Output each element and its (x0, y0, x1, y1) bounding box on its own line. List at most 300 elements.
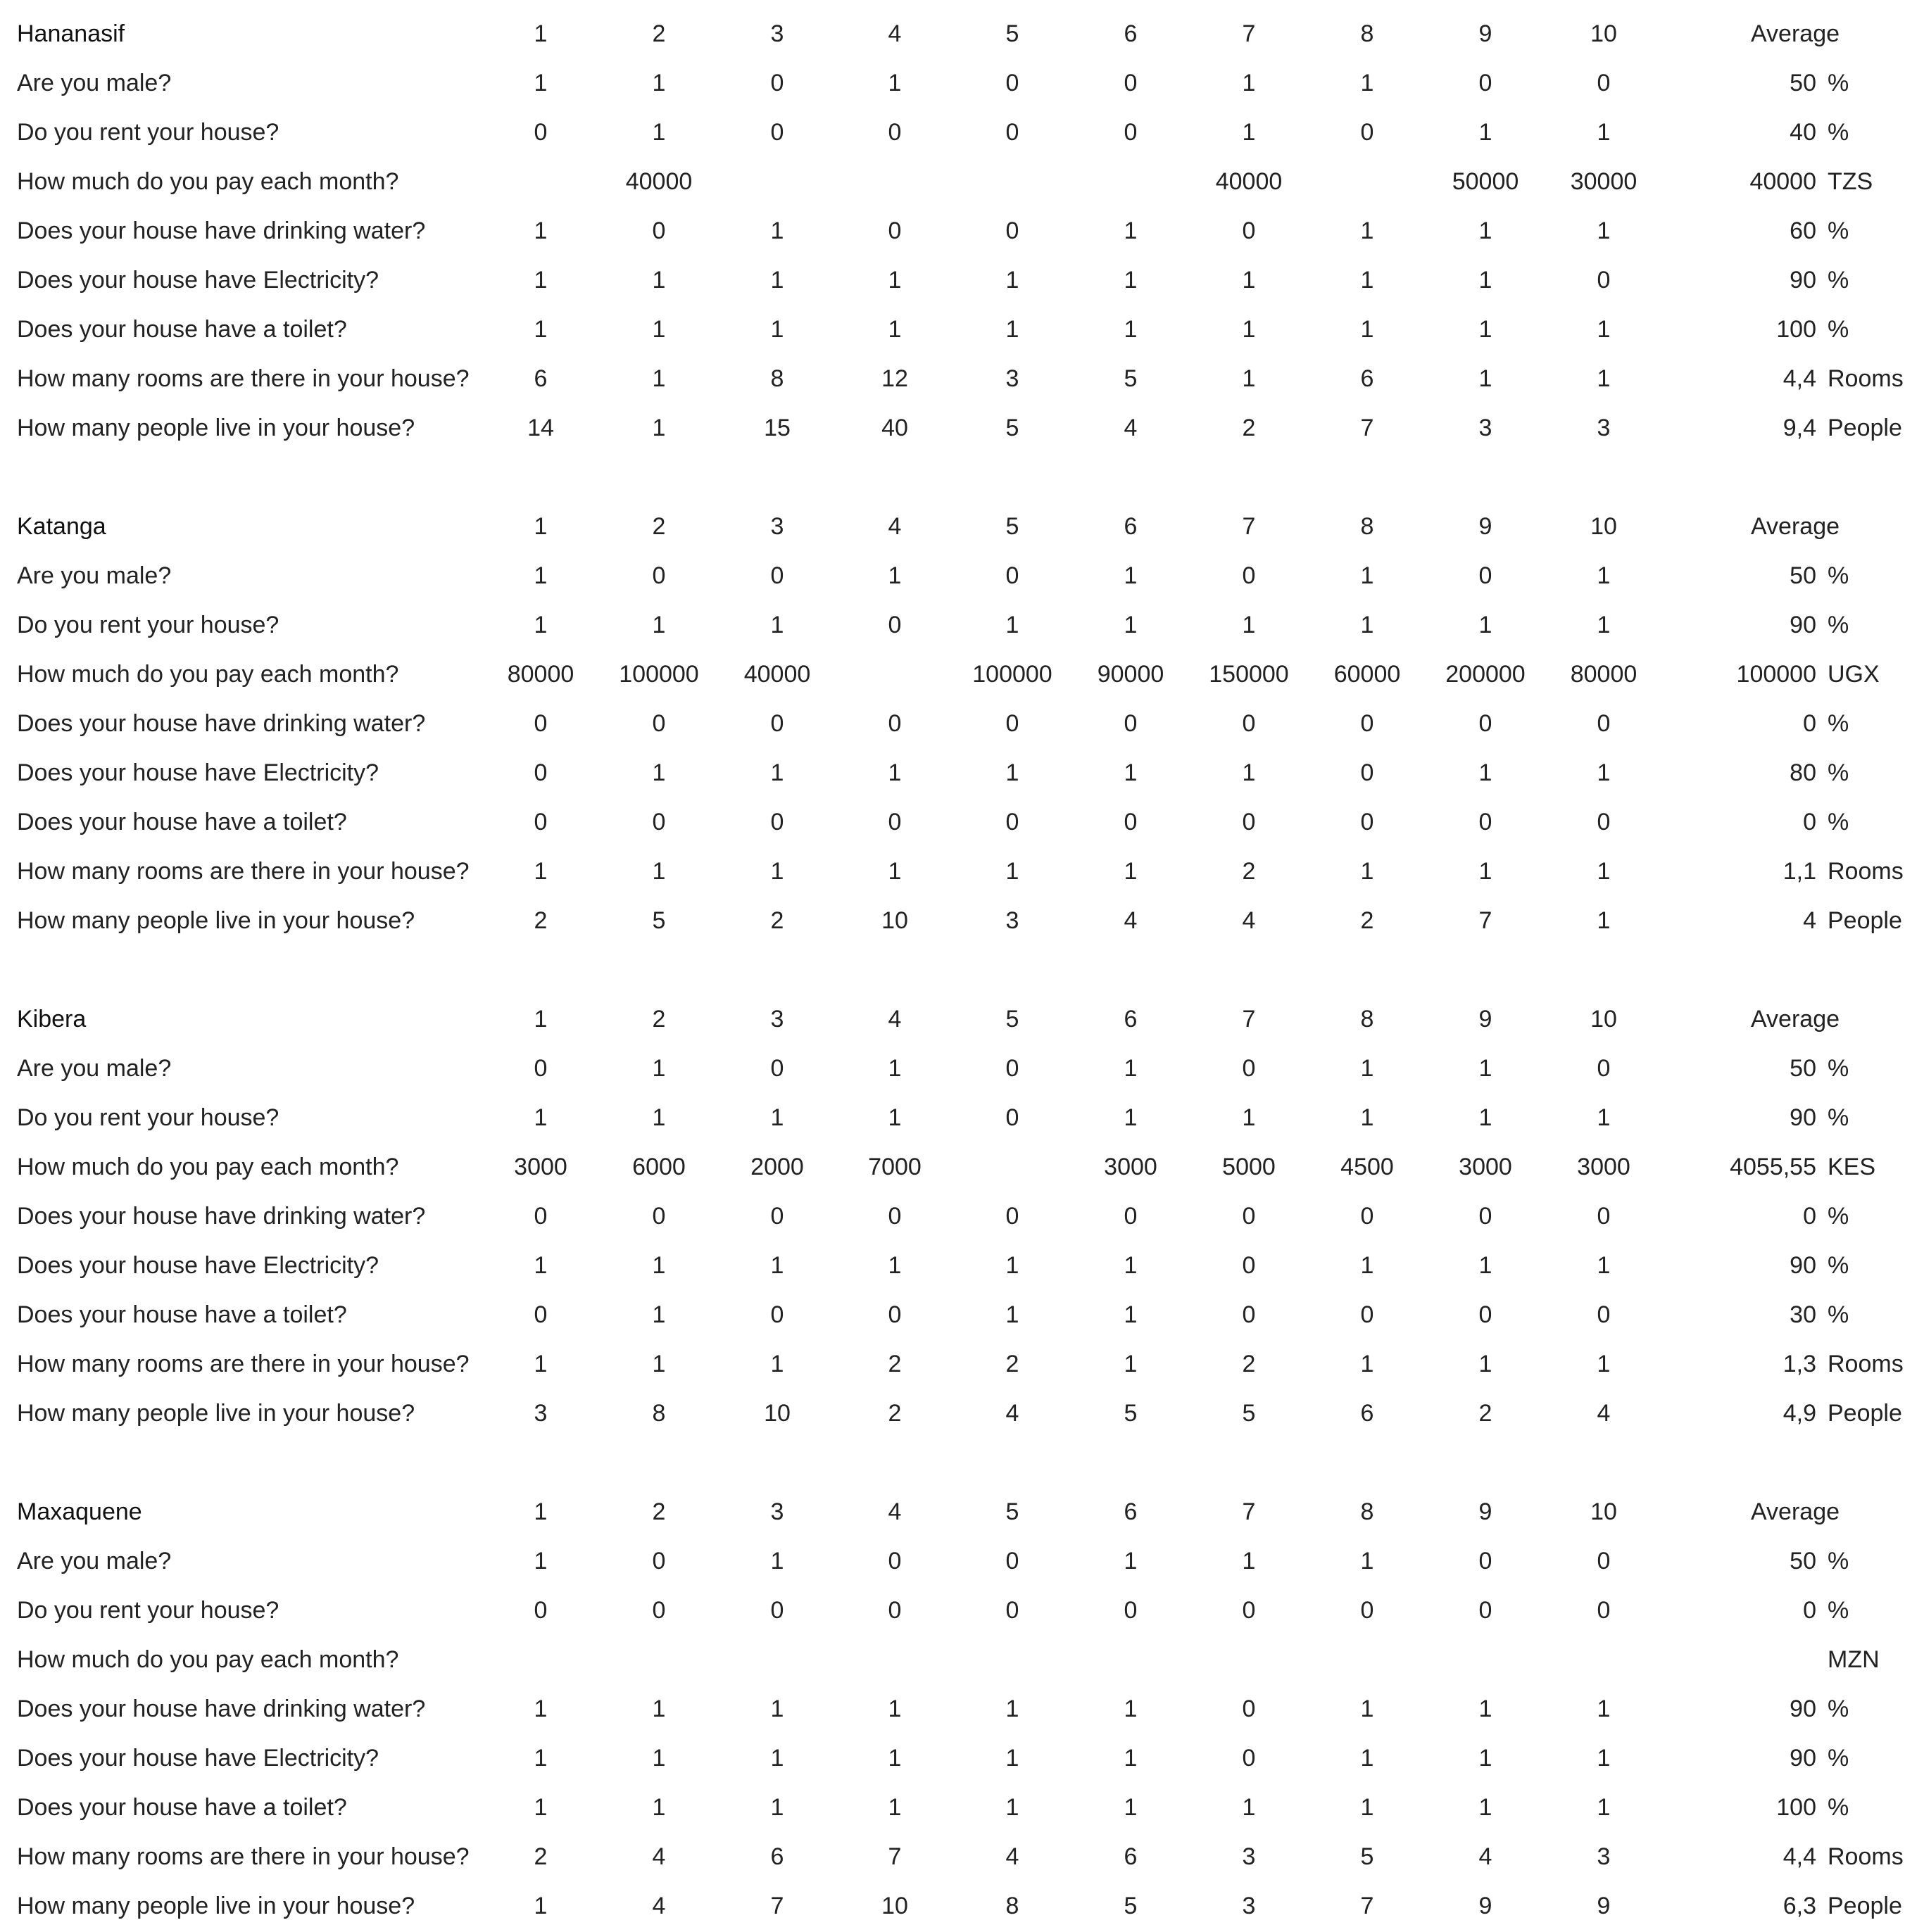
response-value (484, 1635, 597, 1684)
response-value: 0 (652, 217, 666, 244)
average-unit: % (1828, 1597, 1849, 1624)
response-value: 1 (534, 217, 548, 244)
response-value: 1 (770, 1548, 784, 1574)
column-header: 5 (1005, 1006, 1019, 1033)
average-unit: People (1828, 907, 1902, 934)
response-value: 1 (1478, 267, 1492, 293)
question-row (0, 1241, 1905, 1290)
response-value: 6000 (632, 1154, 686, 1180)
response-value: 1 (888, 70, 902, 96)
response-value: 1 (1005, 1745, 1019, 1772)
column-header: 8 (1360, 1006, 1374, 1033)
response-value: 4 (652, 1893, 666, 1919)
response-value: 1 (1478, 316, 1492, 343)
average-unit: % (1828, 316, 1849, 343)
response-value: 1 (1597, 1104, 1611, 1131)
average-unit: TZS (1828, 168, 1873, 195)
response-value: 0 (1360, 1301, 1374, 1328)
response-value: 1 (888, 562, 902, 589)
question-label: How many people live in your house? (17, 907, 415, 934)
average-unit: % (1828, 267, 1849, 293)
response-value: 0 (534, 1203, 548, 1230)
column-header: 2 (652, 1006, 666, 1033)
column-header: 3 (770, 1498, 784, 1525)
response-value: 8 (1005, 1893, 1019, 1919)
question-label: How many people live in your house? (17, 1893, 415, 1919)
response-value: 0 (1005, 70, 1019, 96)
response-value: 5 (1124, 1893, 1138, 1919)
response-value: 40000 (743, 661, 811, 688)
question-row (0, 551, 1905, 600)
average-value: 40 (1790, 119, 1816, 146)
average-unit: % (1828, 1548, 1849, 1574)
question-label: Does your house have drinking water? (17, 1696, 426, 1722)
column-header: 4 (888, 513, 902, 540)
response-value: 0 (1242, 1745, 1256, 1772)
response-value: 0 (1005, 1203, 1019, 1230)
response-value: 1 (534, 562, 548, 589)
response-value: 0 (770, 1203, 784, 1230)
response-value: 0 (1478, 1548, 1492, 1574)
response-value: 0 (1005, 1104, 1019, 1131)
column-header: 9 (1478, 1006, 1492, 1033)
average-unit: Rooms (1828, 858, 1904, 885)
response-value: 1 (652, 1696, 666, 1722)
average-value: 100 (1776, 316, 1816, 343)
average-value: 90 (1790, 1252, 1816, 1279)
question-label: Does your house have Electricity? (17, 1745, 379, 1772)
response-value: 1 (1360, 1745, 1374, 1772)
average-value: 1,1 (1783, 858, 1816, 885)
response-value: 4 (1242, 907, 1256, 934)
average-unit: % (1828, 119, 1849, 146)
average-value: 100000 (1736, 661, 1816, 688)
response-value: 1 (1597, 217, 1611, 244)
average-value: 90 (1790, 1696, 1816, 1722)
response-value: 200000 (1445, 661, 1526, 688)
average-unit: % (1828, 217, 1849, 244)
response-value: 0 (1478, 70, 1492, 96)
question-label: Does your house have Electricity? (17, 1252, 379, 1279)
response-value: 0 (1242, 562, 1256, 589)
response-value: 0 (534, 809, 548, 835)
response-value: 7 (888, 1843, 902, 1870)
response-value: 60000 (1333, 661, 1401, 688)
response-value: 1 (534, 858, 548, 885)
average-unit: % (1828, 1794, 1849, 1821)
average-unit: People (1828, 1400, 1902, 1427)
response-value: 1 (1360, 1104, 1374, 1131)
column-header: 3 (770, 20, 784, 47)
response-value: 0 (888, 217, 902, 244)
question-row (0, 1684, 1905, 1734)
response-value: 1 (1005, 1252, 1019, 1279)
question-label: Do you rent your house? (17, 119, 279, 146)
response-value: 15 (764, 415, 791, 441)
question-label: Are you male? (17, 1548, 172, 1574)
response-value: 6 (770, 1843, 784, 1870)
response-value: 1 (652, 316, 666, 343)
column-header: 10 (1590, 20, 1617, 47)
response-value: 0 (1124, 1203, 1138, 1230)
response-value: 6 (534, 365, 548, 392)
response-value: 1 (1242, 759, 1256, 786)
column-header: 2 (652, 513, 666, 540)
column-header: 9 (1478, 1498, 1492, 1525)
question-row (0, 305, 1905, 354)
response-value (1311, 157, 1423, 206)
response-value: 1 (1242, 119, 1256, 146)
response-value: 1 (1478, 858, 1492, 885)
response-value: 1 (1597, 858, 1611, 885)
average-value: 4,4 (1783, 365, 1816, 392)
average-value: 90 (1790, 612, 1816, 638)
response-value: 1 (1597, 365, 1611, 392)
question-label: Do you rent your house? (17, 1104, 279, 1131)
response-value: 0 (888, 710, 902, 737)
average-value: 50 (1790, 1548, 1816, 1574)
column-header: 10 (1590, 513, 1617, 540)
response-value: 40000 (625, 168, 693, 195)
column-header: 2 (652, 1498, 666, 1525)
response-value: 0 (1242, 1252, 1256, 1279)
response-value (956, 1635, 1069, 1684)
column-header: 7 (1242, 513, 1256, 540)
response-value: 1 (1360, 217, 1374, 244)
response-value: 40000 (1215, 168, 1283, 195)
column-header: 10 (1590, 1006, 1617, 1033)
response-value: 2 (770, 907, 784, 934)
response-value: 1 (1005, 1301, 1019, 1328)
response-value: 0 (1478, 562, 1492, 589)
response-value: 5 (1360, 1843, 1374, 1870)
response-value: 3000 (1104, 1154, 1157, 1180)
average-value: 6,3 (1783, 1893, 1816, 1919)
response-value: 6 (1360, 1400, 1374, 1427)
average-header: Average (1750, 1006, 1840, 1033)
column-header: 8 (1360, 513, 1374, 540)
question-label: How much do you pay each month? (17, 1646, 399, 1673)
response-value: 1 (652, 1745, 666, 1772)
response-value: 0 (534, 1597, 548, 1624)
response-value: 1 (652, 1351, 666, 1377)
response-value: 1 (534, 1351, 548, 1377)
response-value: 2 (1478, 1400, 1492, 1427)
response-value: 1 (888, 267, 902, 293)
response-value: 1 (1242, 267, 1256, 293)
response-value: 3 (1242, 1843, 1256, 1870)
response-value: 1 (1242, 365, 1256, 392)
response-value: 1 (1478, 1252, 1492, 1279)
response-value: 14 (527, 415, 554, 441)
response-value: 1 (770, 858, 784, 885)
question-row (0, 157, 1905, 206)
average-unit: % (1828, 710, 1849, 737)
response-value: 1 (770, 1104, 784, 1131)
response-value: 7 (1360, 415, 1374, 441)
response-value: 1 (652, 1301, 666, 1328)
response-value: 1 (1124, 1252, 1138, 1279)
response-value: 1 (1597, 1794, 1611, 1821)
question-label: How many rooms are there in your house? (17, 1351, 470, 1377)
question-row (0, 354, 1905, 403)
column-header: 3 (770, 1006, 784, 1033)
question-row (0, 699, 1905, 748)
response-value: 4 (1478, 1843, 1492, 1870)
response-value: 1 (534, 1745, 548, 1772)
response-value: 4 (1005, 1843, 1019, 1870)
response-value: 1 (534, 1696, 548, 1722)
response-value: 0 (1005, 1597, 1019, 1624)
response-value: 3 (1005, 365, 1019, 392)
response-value: 0 (888, 1548, 902, 1574)
response-value: 1 (1124, 858, 1138, 885)
response-value: 0 (1124, 1597, 1138, 1624)
response-value: 80000 (1570, 661, 1637, 688)
response-value: 2 (534, 907, 548, 934)
question-row (0, 600, 1905, 650)
response-value: 0 (1242, 1055, 1256, 1082)
response-value: 0 (1005, 809, 1019, 835)
response-value: 40 (881, 415, 908, 441)
response-value: 3 (1242, 1893, 1256, 1919)
response-value: 0 (1360, 710, 1374, 737)
response-value: 1 (1242, 1104, 1256, 1131)
response-value: 1 (652, 858, 666, 885)
response-value: 10 (881, 1893, 908, 1919)
response-value: 1 (888, 858, 902, 885)
response-value: 0 (652, 562, 666, 589)
question-label: Are you male? (17, 562, 172, 589)
response-value: 0 (1360, 1203, 1374, 1230)
survey-section (0, 1487, 1905, 1931)
section-header-row (0, 1487, 1905, 1536)
response-value: 10 (764, 1400, 791, 1427)
average-value: 60 (1790, 217, 1816, 244)
response-value: 0 (1242, 1301, 1256, 1328)
response-value: 1 (1124, 759, 1138, 786)
response-value: 0 (1242, 1696, 1256, 1722)
response-value: 3000 (514, 1154, 567, 1180)
question-label: Are you male? (17, 1055, 172, 1082)
response-value (1193, 1635, 1305, 1684)
column-header: 7 (1242, 20, 1256, 47)
response-value (1074, 1635, 1187, 1684)
response-value (721, 1635, 834, 1684)
average-unit: MZN (1828, 1646, 1880, 1673)
response-value: 0 (888, 1301, 902, 1328)
response-value: 1 (652, 1794, 666, 1821)
response-value (1429, 1635, 1542, 1684)
response-value: 0 (1005, 710, 1019, 737)
response-value: 12 (881, 365, 908, 392)
response-value: 0 (1360, 809, 1374, 835)
column-header: 4 (888, 20, 902, 47)
response-value: 1 (652, 612, 666, 638)
response-value: 4500 (1340, 1154, 1394, 1180)
average-unit: % (1828, 1252, 1849, 1279)
question-row (0, 206, 1905, 255)
response-value: 1 (888, 1104, 902, 1131)
section-header-row (0, 995, 1905, 1044)
response-value: 100000 (972, 661, 1052, 688)
column-header: 5 (1005, 513, 1019, 540)
response-value: 1 (1478, 217, 1492, 244)
response-value: 1 (652, 365, 666, 392)
section-header-row (0, 502, 1905, 551)
response-value: 1 (770, 1745, 784, 1772)
response-value: 1 (1124, 267, 1138, 293)
response-value: 1 (770, 1794, 784, 1821)
column-header: 1 (534, 1498, 548, 1525)
response-value: 0 (1597, 1597, 1611, 1624)
column-header: 4 (888, 1006, 902, 1033)
question-row (0, 650, 1905, 699)
response-value: 0 (534, 710, 548, 737)
average-unit: % (1828, 1104, 1849, 1131)
question-label: Does your house have drinking water? (17, 710, 426, 737)
question-label: How many rooms are there in your house? (17, 1843, 470, 1870)
response-value: 8 (770, 365, 784, 392)
response-value: 0 (770, 809, 784, 835)
response-value: 9 (1597, 1893, 1611, 1919)
response-value: 0 (534, 119, 548, 146)
average-value (1640, 1635, 1816, 1684)
question-label: Do you rent your house? (17, 612, 279, 638)
response-value: 90000 (1097, 661, 1164, 688)
response-value: 9 (1478, 1893, 1492, 1919)
average-value: 0 (1803, 809, 1816, 835)
question-label: Does your house have a toilet? (17, 1794, 347, 1821)
response-value: 1 (888, 1794, 902, 1821)
response-value: 0 (770, 1597, 784, 1624)
average-header: Average (1750, 513, 1840, 540)
question-row (0, 1881, 1905, 1931)
column-header: 6 (1124, 1498, 1138, 1525)
response-value: 0 (652, 809, 666, 835)
average-value: 80 (1790, 759, 1816, 786)
question-row (0, 1832, 1905, 1881)
response-value: 1 (652, 119, 666, 146)
response-value: 1 (534, 70, 548, 96)
response-value: 1 (770, 1351, 784, 1377)
response-value: 0 (652, 1203, 666, 1230)
response-value: 1 (1124, 1745, 1138, 1772)
question-row (0, 1635, 1905, 1684)
average-unit: % (1828, 809, 1849, 835)
response-value: 1 (1360, 70, 1374, 96)
response-value: 0 (770, 1301, 784, 1328)
response-value: 0 (652, 1597, 666, 1624)
question-row (0, 1192, 1905, 1241)
response-value: 0 (1597, 1548, 1611, 1574)
response-value: 1 (1242, 316, 1256, 343)
survey-section (0, 9, 1905, 453)
response-value: 1 (1597, 1351, 1611, 1377)
response-value: 0 (1242, 217, 1256, 244)
response-value: 1 (1360, 1252, 1374, 1279)
column-header: 5 (1005, 1498, 1019, 1525)
response-value: 1 (1242, 1794, 1256, 1821)
response-value: 1 (1478, 1055, 1492, 1082)
response-value: 7 (1478, 907, 1492, 934)
response-value: 2 (1242, 1351, 1256, 1377)
question-row (0, 1290, 1905, 1339)
response-value: 1 (1478, 759, 1492, 786)
response-value: 1 (1242, 1548, 1256, 1574)
response-value: 1 (1124, 612, 1138, 638)
response-value: 1 (1005, 316, 1019, 343)
average-value: 1,3 (1783, 1351, 1816, 1377)
response-value: 1 (1478, 612, 1492, 638)
response-value: 1 (534, 612, 548, 638)
response-value (603, 1635, 715, 1684)
response-value: 0 (770, 710, 784, 737)
response-value: 1 (652, 415, 666, 441)
question-label: How much do you pay each month? (17, 1154, 399, 1180)
question-label: Does your house have a toilet? (17, 1301, 347, 1328)
column-header: 1 (534, 20, 548, 47)
column-header: 8 (1360, 20, 1374, 47)
response-value: 0 (1242, 1203, 1256, 1230)
response-value: 2 (1242, 858, 1256, 885)
column-header: 7 (1242, 1498, 1256, 1525)
survey-section (0, 502, 1905, 945)
question-label: How much do you pay each month? (17, 661, 399, 688)
column-header: 3 (770, 513, 784, 540)
question-row (0, 1093, 1905, 1142)
question-label: Does your house have a toilet? (17, 316, 347, 343)
question-label: Are you male? (17, 70, 172, 96)
average-unit: % (1828, 1696, 1849, 1722)
column-header: 10 (1590, 1498, 1617, 1525)
response-value: 5 (652, 907, 666, 934)
response-value: 0 (1124, 70, 1138, 96)
response-value: 1 (1478, 1745, 1492, 1772)
response-value (956, 157, 1069, 206)
response-value: 1 (1124, 1696, 1138, 1722)
response-value: 1 (1242, 612, 1256, 638)
response-value: 7000 (868, 1154, 922, 1180)
average-unit: % (1828, 70, 1849, 96)
average-value: 4,4 (1783, 1843, 1816, 1870)
section-title: Hananasif (17, 20, 125, 47)
response-value: 1 (770, 759, 784, 786)
section-header-row (0, 9, 1905, 58)
response-value: 3 (534, 1400, 548, 1427)
response-value: 1 (770, 267, 784, 293)
response-value: 1 (770, 316, 784, 343)
response-value: 1 (1597, 562, 1611, 589)
response-value: 6 (1124, 1843, 1138, 1870)
column-header: 1 (534, 1006, 548, 1033)
response-value: 1 (1360, 267, 1374, 293)
section-title: Kibera (17, 1006, 87, 1033)
response-value: 0 (1478, 1597, 1492, 1624)
response-value: 1 (652, 1252, 666, 1279)
response-value: 2 (1360, 907, 1374, 934)
response-value: 0 (888, 809, 902, 835)
response-value: 0 (652, 1548, 666, 1574)
response-value: 5 (1124, 1400, 1138, 1427)
average-value: 0 (1803, 710, 1816, 737)
response-value: 1 (1360, 1055, 1374, 1082)
average-unit: KES (1828, 1154, 1876, 1180)
response-value: 1 (1597, 1696, 1611, 1722)
column-header: 6 (1124, 513, 1138, 540)
response-value: 0 (1597, 710, 1611, 737)
column-header: 2 (652, 20, 666, 47)
